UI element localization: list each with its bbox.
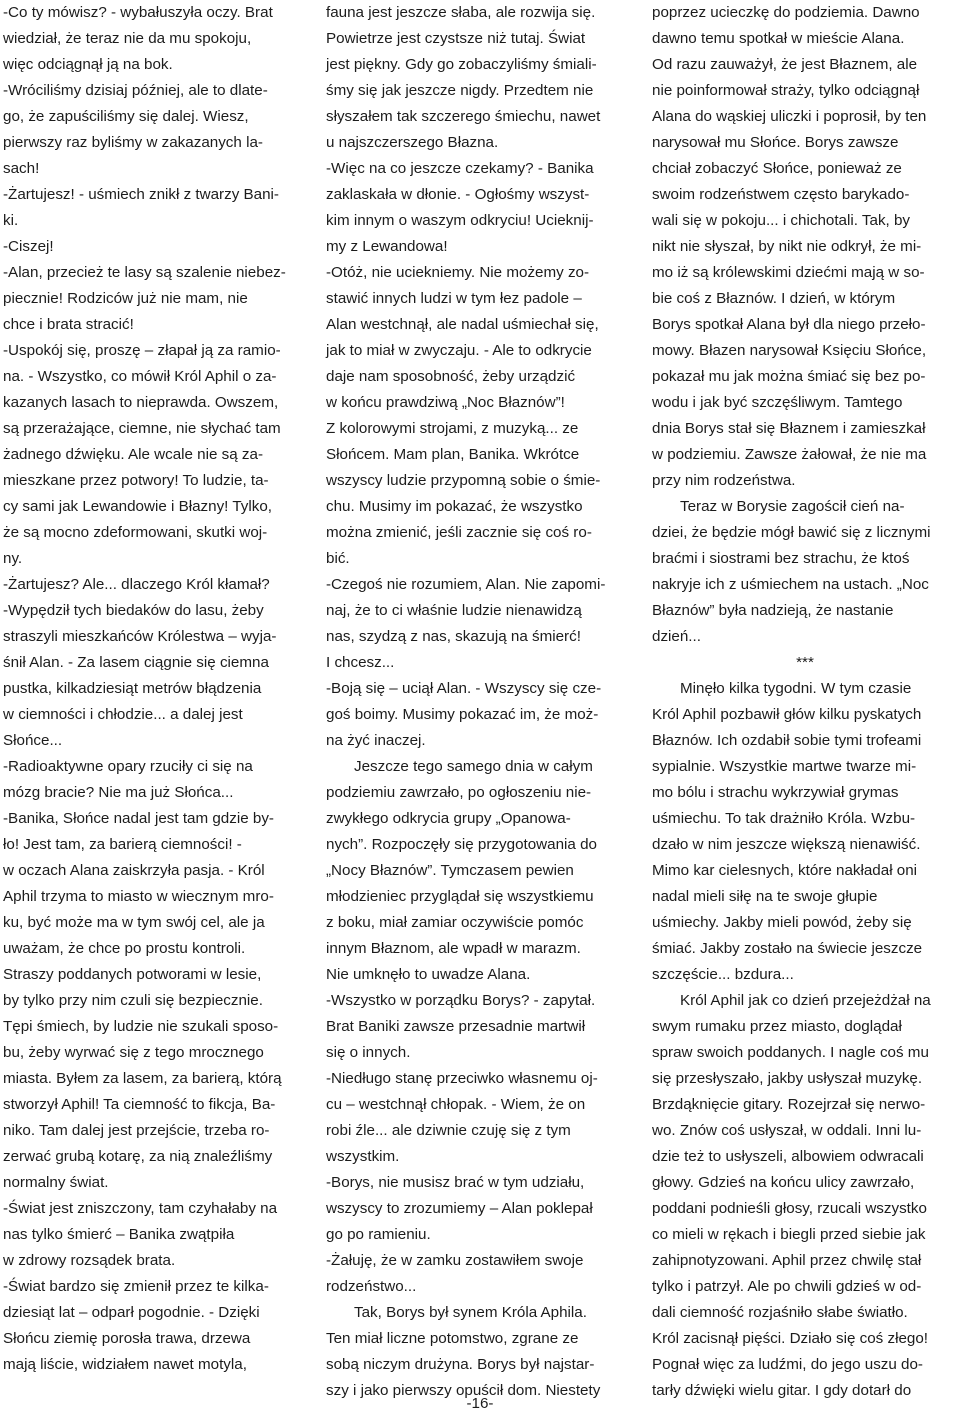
- text-line: -Radioaktywne opary rzuciły ci się na: [3, 758, 253, 775]
- text-line: podziemiu zawrzało, po ogłoszeniu nie-: [326, 784, 592, 801]
- text-line: się przesłyszało, jakby usłyszał muzykę.: [652, 1070, 923, 1087]
- text-line: ***: [796, 654, 814, 671]
- text-line: -Borys, nie musisz brać w tym udziału,: [326, 1174, 585, 1191]
- text-line: można zmienić, jeśli zacznie się coś ro-: [326, 524, 592, 541]
- text-line: miasta. Byłem za lasem, za barierą, którą: [3, 1070, 282, 1087]
- text-line: nie poinformował straży, tylko odciągnął: [652, 82, 920, 99]
- text-line: mo iż są królewskimi dziećmi mają w so-: [652, 264, 925, 281]
- text-line: więc odciągnął ją na bok.: [3, 56, 173, 73]
- text-line: dziesiąt lat – odparł pogodnie. - Dzięki: [3, 1304, 260, 1321]
- text-line: ki.: [3, 212, 19, 229]
- text-line: Jeszcze tego samego dnia w całym: [354, 758, 593, 775]
- text-line: swym rumaku przez miasto, doglądał: [652, 1018, 902, 1035]
- text-column-right: [652, 0, 958, 1404]
- text-line: szczęście... bzdura...: [652, 966, 794, 983]
- text-line: w końcu prawdziwą „Noc Błaznów”!: [326, 394, 565, 411]
- text-line: spraw swoich poddanych. I nagle coś mu: [652, 1044, 929, 1061]
- text-line: młodzieniec przyglądał się wszystkiemu: [326, 888, 594, 905]
- text-line: -Żartujesz! - uśmiech znikł z twarzy Bani-: [3, 186, 279, 203]
- text-line: na żyć inaczej.: [326, 732, 426, 749]
- text-line: wiedział, że teraz nie da mu spokoju,: [3, 30, 252, 47]
- text-line: -Niedługo stanę przeciwko własnemu oj-: [326, 1070, 598, 1087]
- text-line: Alan westchnął, ale nadal uśmiechał się,: [326, 316, 599, 333]
- text-line: przy nim rodzeństwa.: [652, 472, 796, 489]
- page-number: -16-: [466, 1395, 494, 1412]
- text-line: śmy się jak jeszcze nigdy. Przedtem nie: [326, 82, 594, 99]
- text-line: Straszy poddanych potworami w lesie,: [3, 966, 262, 983]
- text-line: naj, że to ci właśnie ludzie nienawidzą: [326, 602, 582, 619]
- text-line: nas tylko śmierć – Banika zwątpiła: [3, 1226, 235, 1243]
- text-line: -Czegoś nie rozumiem, Alan. Nie zapomi-: [326, 576, 606, 593]
- text-line: Król Aphil jak co dzień przejeżdżał na: [680, 992, 931, 1009]
- text-line: tylko i patrzył. Ale po chwili gdzieś w od-: [652, 1278, 922, 1295]
- text-line: są przerażające, ciemne, nie słychać tam: [3, 420, 281, 437]
- text-line: na. - Wszystko, co mówił Król Aphil o za-: [3, 368, 277, 385]
- text-column-left: [3, 0, 301, 1378]
- text-line: my z Lewandowa!: [326, 238, 448, 255]
- text-line: daje nam sposobność, żeby urządzić: [326, 368, 576, 385]
- text-line: pustka, kilkadziesiąt metrów błądzenia: [3, 680, 262, 697]
- text-line: z boku, miał zamiar oczywiście pomóc: [326, 914, 584, 931]
- text-line: Tępi śmiech, by ludzie nie szukali sposo-: [3, 1018, 279, 1035]
- text-line: Błaznów” była nadzieją, że nastanie: [652, 602, 894, 619]
- text-line: mieszkane przez potwory! To ludzie, ta-: [3, 472, 269, 489]
- text-line: wszyscy to zrozumiemy – Alan poklepał: [326, 1200, 593, 1217]
- text-line: wali się w pokoju... i chichotali. Tak, by: [652, 212, 911, 229]
- text-line: jest piękny. Gdy go zobaczyliśmy śmiali-: [326, 56, 597, 73]
- text-line: rodzeństwo...: [326, 1278, 417, 1295]
- text-line: dzało w nim jeszcze większą nienawiść.: [652, 836, 921, 853]
- text-line: -Ciszej!: [3, 238, 54, 255]
- text-line: nikt nie słyszał, by nikt nie odkrył, że mi-: [652, 238, 922, 255]
- text-line: mowy. Błazen narysował Księciu Słońce,: [652, 342, 927, 359]
- text-line: chciał zobaczyć Słońce, ponieważ ze: [652, 160, 902, 177]
- text-line: Błaznów. Ich ozdabił sobie tymi trofeami: [652, 732, 922, 749]
- text-line: I chcesz...: [326, 654, 395, 671]
- text-line: uśmiechu. To tak drażniło Króla. Wzbu-: [652, 810, 916, 827]
- text-line: kim innym o waszym odkryciu! Ucieknij-: [326, 212, 594, 229]
- text-line: wodu i jak być szczęśliwym. Tamtego: [652, 394, 903, 411]
- text-line: go, że zapuściliśmy się dalej. Wiesz,: [3, 108, 249, 125]
- text-line: niko. Tam dalej jest przejście, trzeba ro-: [3, 1122, 270, 1139]
- text-line: straszyli mieszkańców Królestwa – wyja-: [3, 628, 277, 645]
- text-line: pierwszy raz byliśmy w zakazanych la-: [3, 134, 263, 151]
- text-line: nas, szydzą z nas, skazują na śmierć!: [326, 628, 581, 645]
- text-line: zahipnotyzowani. Aphil przez chwilę stał: [652, 1252, 922, 1269]
- text-line: uważam, że chce po prostu kontroli.: [3, 940, 246, 957]
- text-line: Teraz w Borysie zagościł cień na-: [680, 498, 905, 515]
- text-line: tarły dźwięki wielu gitar. I gdy dotarł do: [652, 1382, 912, 1399]
- text-line: chce i brata stracić!: [3, 316, 134, 333]
- text-line: braćmi i siostrami bez strachu, że ktoś: [652, 550, 910, 567]
- text-line: cu – westchnął chłopak. - Wiem, że on: [326, 1096, 586, 1113]
- text-line: Od razu zauważył, że jest Błaznem, ale: [652, 56, 918, 73]
- text-line: Brzdąknięcie gitary. Rozejrzał się nerwo-: [652, 1096, 926, 1113]
- text-line: mo bólu i strachu wykrzywiał grymas: [652, 784, 899, 801]
- text-line: Powietrze jest czystsze niż tutaj. Świat: [326, 30, 586, 47]
- text-line: -Świat jest zniszczony, tam czyhałaby na: [3, 1200, 278, 1217]
- text-line: dziei, że będzie mógł bawić się z licznymi: [652, 524, 931, 541]
- text-line: kazanych lasach to nieprawda. Owszem,: [3, 394, 279, 411]
- text-line: poddani podnieśli głosy, rzucali wszystko: [652, 1200, 927, 1217]
- text-line: dali ciemność rozjaśniło słabe światło.: [652, 1304, 908, 1321]
- text-line: jak to miał w zwyczaju. - Ale to odkrycie: [326, 342, 592, 359]
- text-line: -Uspokój się, proszę – złapał ją za ramio-: [3, 342, 281, 359]
- text-line: bić.: [326, 550, 350, 567]
- text-line: śmiać. Jakby zostało na świecie jeszcze: [652, 940, 923, 957]
- text-line: stworzył Aphil! Ta ciemność to fikcja, Ba-: [3, 1096, 276, 1113]
- text-line: zwykłego odkrycia grupy „Opanowa-: [326, 810, 571, 827]
- text-line: zaklaskała w dłonie. - Ogłośmy wszyst-: [326, 186, 590, 203]
- text-line: dzień...: [652, 628, 701, 645]
- text-line: Król Aphil pozbawił głów kilku pyskatych: [652, 706, 922, 723]
- text-line: się o innych.: [326, 1044, 411, 1061]
- text-line: Słońcu ziemię porosła trawa, drzewa: [3, 1330, 251, 1347]
- text-line: Minęło kilka tygodni. W tym czasie: [680, 680, 912, 697]
- text-line: Borys spotkał Alana był dla niego przeło-: [652, 316, 926, 333]
- text-line: Król zacisnął pięści. Działo się coś złego!: [652, 1330, 929, 1347]
- text-line: -Wypędził tych biedaków do lasu, żeby: [3, 602, 264, 619]
- text-line: pokazał mu jak można śmiać się bez po-: [652, 368, 926, 385]
- text-line: sobą niczym drużyna. Borys był najstar-: [326, 1356, 595, 1373]
- text-line: cy sami jak Lewandowie i Błazny! Tylko,: [3, 498, 272, 515]
- text-line: Słońce...: [3, 732, 63, 749]
- text-line: Mimo kar cielesnych, które nakładał oni: [652, 862, 918, 879]
- text-line: Brat Baniki zawsze przesadnie martwił: [326, 1018, 586, 1035]
- text-line: dawno temu spotkał w mieście Alana.: [652, 30, 905, 47]
- text-line: mózg bracie? Nie ma już Słońca...: [3, 784, 234, 801]
- text-line: Z kolorowymi strojami, z muzyką... ze: [326, 420, 579, 437]
- text-line: normalny świat.: [3, 1174, 109, 1191]
- text-line: sach!: [3, 160, 40, 177]
- text-column-middle: [326, 0, 630, 1404]
- text-line: że są mocno zdeformowani, skutki woj-: [3, 524, 268, 541]
- text-line: mają liście, widziałem nawet motyla,: [3, 1356, 247, 1373]
- text-line: nakryje ich z uśmiechem na ustach. „Noc: [652, 576, 929, 593]
- text-line: ło! Jest tam, za barierą ciemności! -: [3, 836, 242, 853]
- text-line: uśmiechy. Jakby mieli powód, żeby się: [652, 914, 912, 931]
- text-line: „Nocy Błaznów”. Tymczasem pewien: [326, 862, 574, 879]
- text-line: sypialnie. Wszystkie martwe twarze mi-: [652, 758, 917, 775]
- text-line: Tak, Borys był synem Króla Aphila.: [354, 1304, 587, 1321]
- text-line: poprzez ucieczkę do podziemia. Dawno: [652, 4, 920, 21]
- text-line: nadal mieli siłę na te swoje głupie: [652, 888, 878, 905]
- text-line: w podziemiu. Zawsze żałował, że nie ma: [652, 446, 927, 463]
- text-line: ku, być może ma w tym swój cel, ale ja: [3, 914, 265, 931]
- text-line: -Żałuję, że w zamku zostawiłem swoje: [326, 1252, 584, 1269]
- text-line: narysował mu Słońce. Borys zawsze: [652, 134, 899, 151]
- text-line: w oczach Alana zaiskrzyła pasja. - Król: [3, 862, 265, 879]
- text-line: w ciemności i chłodzie... a dalej jest: [3, 706, 243, 723]
- text-line: Ten miał liczne potomstwo, zgrane ze: [326, 1330, 579, 1347]
- text-line: dzie też to usłyszeli, albowiem odwracali: [652, 1148, 924, 1165]
- text-line: chu. Musimy im pokazać, że wszystko: [326, 498, 583, 515]
- text-line: u najszczerszego Błazna.: [326, 134, 499, 151]
- text-line: piecznie! Rodziców już nie mam, nie: [3, 290, 248, 307]
- text-line: szy i jako pierwszy opuścił dom. Niestety: [326, 1382, 601, 1399]
- text-line: -Wszystko w porządku Borys? - zapytał.: [326, 992, 596, 1009]
- text-line: co mieli w rękach i biegli przed siebie jak: [652, 1226, 926, 1243]
- text-line: w zdrowy rozsądek brata.: [3, 1252, 176, 1269]
- text-line: swoim rodzeństwem często barykado-: [652, 186, 910, 203]
- text-line: Alana do wąskiej uliczki i poprosił, by ten: [652, 108, 927, 125]
- text-line: -Otóż, nie uciekniemy. Nie możemy zo-: [326, 264, 590, 281]
- text-line: -Banika, Słońce nadal jest tam gdzie by-: [3, 810, 274, 827]
- text-line: -Świat bardzo się zmienił przez te kilka-: [3, 1278, 269, 1295]
- text-line: innym Błaznom, ale wpadł w marazm.: [326, 940, 581, 957]
- text-line: bu, żeby wyrwać się z tego mrocznego: [3, 1044, 264, 1061]
- text-line: -Więc na co jeszcze czekamy? - Banika: [326, 160, 594, 177]
- text-line: śnił Alan. - Za lasem ciągnie się ciemna: [3, 654, 269, 671]
- text-line: żadnego dźwięku. Ale wcale nie są za-: [3, 446, 264, 463]
- text-line: wo. Znów coś usłyszał, w oddali. Inni lu-: [652, 1122, 922, 1139]
- text-line: nych”. Rozpoczęły się przygotowania do: [326, 836, 597, 853]
- text-line: go po ramieniu.: [326, 1226, 431, 1243]
- text-line: robi źle... ale dziwnie czuję się z tym: [326, 1122, 571, 1139]
- text-line: dnia Borys stał się Błaznem i zamieszkał: [652, 420, 926, 437]
- text-line: -Wróciliśmy dzisiaj później, ale to dlate-: [3, 82, 268, 99]
- text-line: -Co ty mówisz? - wybałuszyła oczy. Brat: [3, 4, 273, 21]
- text-line: -Żartujesz? Ale... dlaczego Król kłamał?: [3, 576, 270, 593]
- text-line: by tylko przy nim czuli się bezpiecznie.: [3, 992, 263, 1009]
- text-line: słyszałem tak szczerego śmiechu, nawet: [326, 108, 601, 125]
- text-line: goś boimy. Musimy pokazać im, że moż-: [326, 706, 599, 723]
- text-line: wszyscy ludzie przypomną sobie o śmie-: [326, 472, 601, 489]
- text-line: Nie umknęło to uwadze Alana.: [326, 966, 531, 983]
- text-line: Aphil trzyma to miasto w wiecznym mro-: [3, 888, 274, 905]
- text-line: wszystkim.: [326, 1148, 400, 1165]
- text-line: bie coś z Błaznów. I dzień, w którym: [652, 290, 896, 307]
- text-line: Słońcem. Mam plan, Banika. Wkrótce: [326, 446, 580, 463]
- text-line: -Boją się – uciął Alan. - Wszyscy się cze-: [326, 680, 602, 697]
- text-line: ny.: [3, 550, 23, 567]
- text-line: -Alan, przecież te lasy są szalenie niebez-: [3, 264, 286, 281]
- text-line: stawić innych ludzi w tym łez padole –: [326, 290, 582, 307]
- text-line: głowy. Gdzieś na końcu ulicy zawrzało,: [652, 1174, 915, 1191]
- text-line: Pognał więc za ludźmi, do jego uszu do-: [652, 1356, 923, 1373]
- text-line: zerwać grubą kotarę, za nią znaleźliśmy: [3, 1148, 273, 1165]
- text-line: fauna jest jeszcze słaba, ale rozwija się.: [326, 4, 596, 21]
